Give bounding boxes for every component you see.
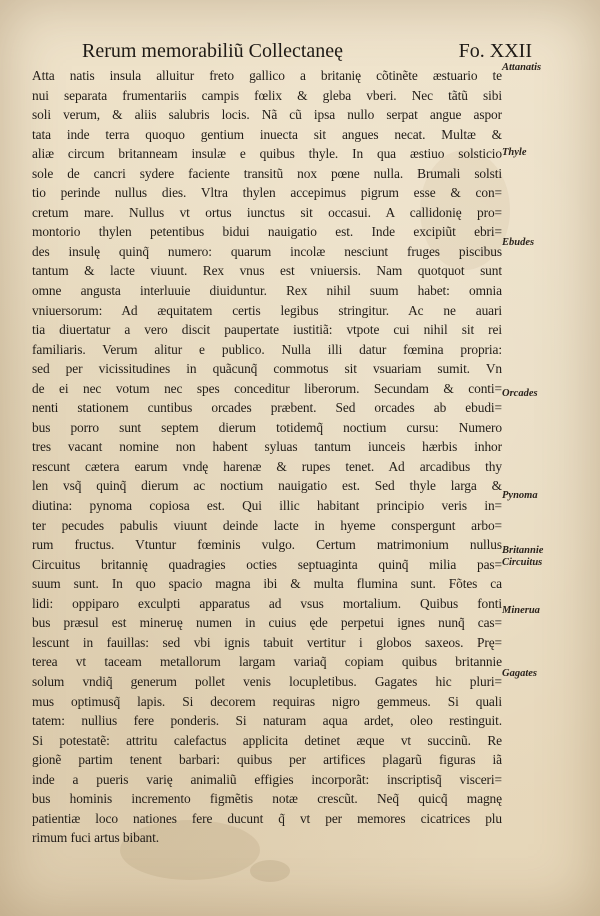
text-line: Circuitus britannię quadragies octies septuaginta quinq̃ milia pas= [32, 556, 502, 572]
margin-note-line: Britannie [502, 545, 544, 556]
text-line: Si potestatẽ: attritu calefactus applicita detinet æque vt succinũ. Re [32, 732, 502, 748]
text-line: suum sunt. In quo spacio magna ibi & multa flumina sunt. Fõtes ca [32, 576, 502, 592]
margin-note-line: Thyle [502, 147, 527, 158]
text-line: inde a pueris varię animaliũ effigies incorporãt: inscriptisq̃ visceri= [32, 771, 502, 787]
text-line: des insulę quinq̃ numero: quarum incolæ nesciunt fruges piscibus [32, 243, 502, 259]
margin-note-line: Pynoma [502, 490, 538, 501]
margin-note [502, 237, 598, 249]
text-line: solum vndiq̃ generum pollet venis locupletibus. Gagates hic pluri= [32, 673, 502, 689]
page-header [82, 40, 532, 66]
text-line: ter pecudes pabulis viuunt deinde lacte in hyeme conspergunt arbo= [32, 517, 502, 533]
body-text [32, 66, 502, 848]
paper-stain [250, 860, 290, 882]
text-line: tio perinde nullus dies. Vltra thylen accepimus pigrum esse & con= [32, 185, 502, 201]
margin-note [502, 490, 598, 502]
text-line: bus hominis incremento figmẽtis notæ crescũt. Neq̃ quicq̃ magnę [32, 791, 502, 807]
text-line: rescunt cætera earum vndę harenæ & rupes tenet. Ad arcadibus thy [32, 458, 502, 474]
text-line: nui separata frumentariis campis fœlix & gleba vberi. Nec tãtũ sibi [32, 87, 502, 103]
text-line: sole de cancri sydere faciente transitũ nox pœne nulla. Brumali solsti [32, 165, 502, 181]
text-line: de ei nec votum nec spes conceditur liberorum. Secundam & conti= [32, 380, 502, 396]
text-line: lidi: oppiparo exculpti apparatus ad vsus mortalium. Quibus fonti [32, 595, 502, 611]
text-line: vniuersorum: Ad æquitatem certis legibus stringitur. Ac ne auari [32, 302, 502, 318]
margin-note [502, 605, 598, 617]
text-line: montorio thylen petentibus bidui nauigatio est. Inde excipiũt ebri= [32, 224, 502, 240]
text-line: soli verum, & aliis salubris locis. Nã cũ ipsa nullo serpat angue aspor [32, 107, 502, 123]
margin-note-line: Gagates [502, 668, 537, 679]
margin-note [502, 388, 598, 400]
text-line: rimum fuci artus bibant. [32, 830, 160, 846]
text-line: patientiæ loco nationes fere ducunt q̃ vt per memores cicatrices plu [32, 810, 502, 826]
margin-note-line: Ebudes [502, 237, 535, 248]
margin-note [502, 147, 598, 159]
text-line: gionẽ partim tenent barbari: quibus per artifices plagarũ figuras iã [32, 752, 502, 768]
text-line: tata inde terra quoquo gentium inuecta sit angues necat. Multæ & [32, 126, 502, 142]
margin-note-line: Attanatis [502, 62, 542, 73]
text-line: tres vacant nomine non habent syluas tantum iunceis hærbis inhor [32, 439, 502, 455]
text-line: terea vt taceam metallorum largam variaq̃ copiam quibus britannie [32, 654, 502, 670]
margin-note [502, 545, 598, 569]
text-line: bus præsul est mineruę numen in cuius ęde perpetui ignes nunq̃ cas= [32, 615, 502, 631]
running-title: Rerum memorabiliũ Collectaneę [82, 40, 344, 62]
text-line: lescunt in fauillas: sed vbi ignis tabuit vertitur i globos saxeos. Prę= [32, 634, 502, 650]
text-line: diutina: pynoma copiosa est. Qui illic habitant principio veris in= [32, 498, 502, 514]
margin-note-line: Circuitus [502, 557, 543, 568]
folio-number: Fo. XXII [458, 40, 532, 62]
text-line: omne angusta interluuie diuiduntur. Rex nihil suum habet: omnia [32, 283, 502, 299]
text-line: cretum mare. Nullus vt ortus iunctus sit occasui. A callidonię pro= [32, 204, 502, 220]
text-line: familiaris. Verum alitur e publico. Nulla illi datur fœmina propria: [32, 341, 502, 357]
text-line: bus porro sunt septem dierum totidemq̃ noctium cursu: Numero [32, 419, 502, 435]
text-line: tantum & lacte viuunt. Rex vnus est vniuersis. Nam quotquot sunt [32, 263, 502, 279]
text-line: Atta natis insula alluitur freto gallico a britanię cõtinẽte æstuario te [32, 68, 502, 83]
text-line: len vsq̃ quinq̃ dierum ac noctium nauigatio est. Sed thyle larga & [32, 478, 502, 494]
text-line: tatem: nullius fere ponderis. Si naturam aqua ardet, oleo restinguit. [32, 713, 502, 729]
margin-note [502, 668, 598, 680]
margin-note-line: Minerua [502, 605, 540, 616]
text-line: aliæ circum britanneam insulæ e quibus thyle. In qua æstiuo solsticio [32, 146, 502, 162]
margin-note-line: Orcades [502, 388, 538, 399]
text-line: rum fructus. Vtuntur fœminis vulgo. Certum matrimonium nullus [32, 537, 502, 553]
text-line: tia diuertatur a vero discit paupertate iustitiã: vtpote cui nihil sit rei [32, 322, 502, 338]
text-line: mus optimusq̃ lapis. Si decorem requiras nigro gemmeus. Si quali [32, 693, 502, 709]
text-line: nenti stationem cuntibus orcades præbent. Sed orcades ab ebudi= [32, 400, 502, 416]
text-line: sed per vicissitudines in quãcunq̃ commotus sit vsuariam sumit. Vn [32, 361, 502, 377]
